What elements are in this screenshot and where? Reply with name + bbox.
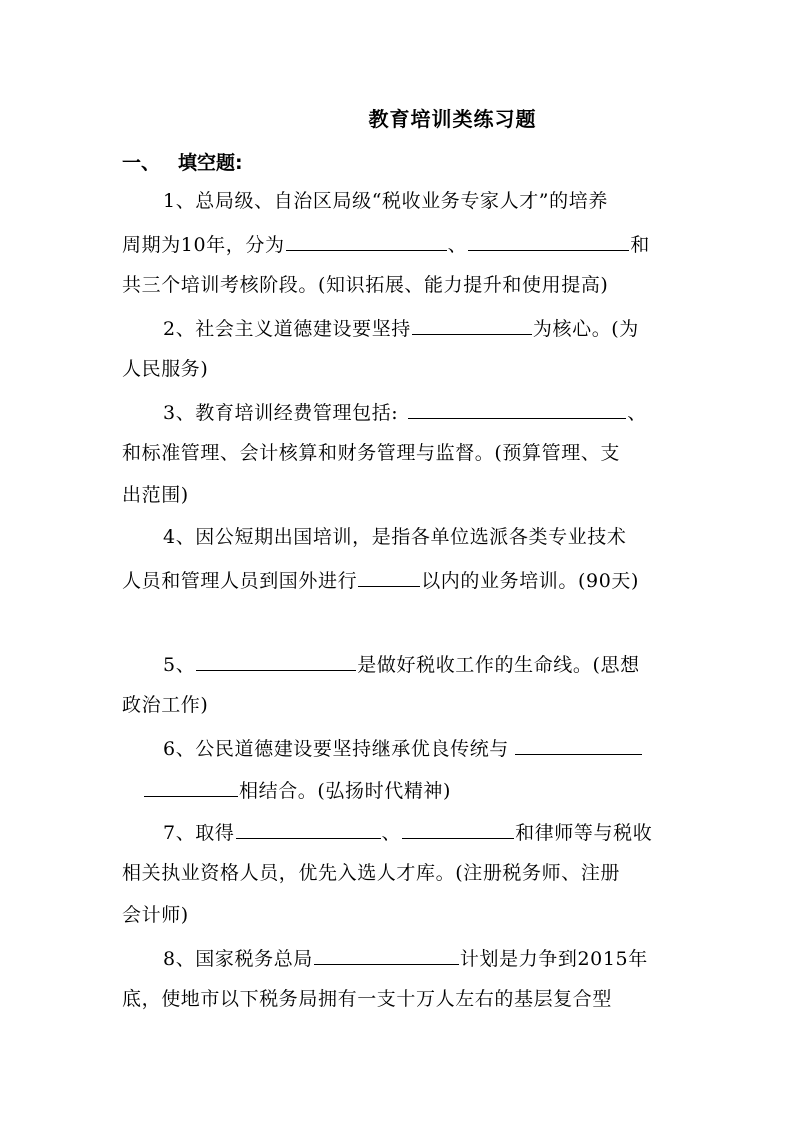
question-7-line-2	[122, 860, 620, 886]
question-2-line-2	[122, 356, 208, 382]
page-title: 教育培训类练习题	[368, 107, 537, 131]
question-2-text: 为核心。(为	[532, 318, 639, 340]
question-7-text: 和律师等与税收	[515, 822, 653, 844]
question-6-line-2	[143, 776, 451, 804]
question-1-line-2	[122, 230, 650, 258]
question-3-line-3	[122, 482, 189, 508]
question-5-answer-text: 政治工作)	[122, 694, 209, 716]
question-1-text: 、	[447, 234, 468, 256]
question-1-text: 1、总局级、自治区局级“税收业务专家人才”的培养	[163, 190, 608, 212]
question-4-text: 4、因公短期出国培训，是指各单位选派各类专业技术	[163, 526, 627, 548]
question-8-text: 计划是力争到2015年	[459, 948, 648, 970]
question-7-text: 相关执业资格人员，优先入选人才库。(注册税务师、注册	[122, 862, 621, 884]
answer-blank	[515, 734, 642, 755]
question-4-text: 以内的业务培训。(90天)	[421, 570, 640, 592]
question-5-line-1	[163, 650, 640, 678]
question-5-text: 5、	[163, 654, 196, 676]
question-6-text: 6、公民道德建设要坚持继承优良传统与	[163, 738, 509, 760]
answer-blank	[358, 566, 420, 587]
question-8-text: 8、国家税务总局	[163, 948, 313, 970]
question-1-line-3	[122, 272, 608, 298]
answer-blank	[196, 650, 356, 671]
answer-blank	[402, 818, 514, 839]
question-2-text: 2、社会主义道德建设要坚持	[163, 318, 411, 340]
question-7-text: 、	[381, 822, 402, 844]
question-1-answer-text: 共三个培训考核阶段。(知识拓展、能力提升和使用提高)	[122, 274, 609, 296]
question-3-text: 和标准管理、会计核算和财务管理与监督。(预算管理、支	[122, 442, 621, 464]
answer-blank	[412, 314, 532, 335]
question-7-answer-text: 会计师)	[122, 904, 189, 926]
question-7-text: 7、取得	[163, 822, 235, 844]
question-6-line-1	[163, 734, 643, 762]
answer-blank	[144, 776, 238, 797]
question-8-line-1	[163, 944, 648, 972]
section-number: 一、	[122, 152, 161, 174]
answer-blank	[286, 230, 447, 251]
question-3-text: 3、教育培训经费管理包括:	[163, 402, 399, 424]
question-5-text: 是做好税收工作的生命线。(思想	[357, 654, 640, 676]
question-7-line-1	[163, 818, 652, 846]
section-label: 填空题:	[178, 152, 243, 174]
question-4-line-1	[163, 524, 627, 550]
question-1-line-1	[163, 188, 608, 214]
question-4-text: 人员和管理人员到国外进行	[122, 570, 358, 592]
question-7-line-3	[122, 902, 189, 928]
question-6-text: 相结合。(弘扬时代精神)	[239, 780, 452, 802]
question-3-text: 、	[627, 402, 647, 424]
question-3-answer-text: 出范围)	[122, 484, 189, 506]
question-3-line-2	[122, 440, 620, 466]
question-8-line-2	[122, 986, 612, 1012]
question-3-line-1	[163, 398, 647, 426]
section-heading	[122, 148, 243, 175]
question-8-text: 底，使地市以下税务局拥有一支十万人左右的基层复合型	[122, 988, 613, 1010]
question-5-line-2	[122, 692, 208, 718]
question-4-line-2	[122, 566, 639, 594]
answer-blank	[408, 398, 626, 419]
question-2-line-1	[163, 314, 639, 342]
question-1-text: 周期为10年，分为	[122, 234, 285, 256]
answer-blank	[314, 944, 459, 965]
answer-blank	[468, 230, 629, 251]
answer-blank	[236, 818, 381, 839]
question-1-text: 和	[630, 234, 650, 256]
question-2-answer-text: 人民服务)	[122, 358, 209, 380]
